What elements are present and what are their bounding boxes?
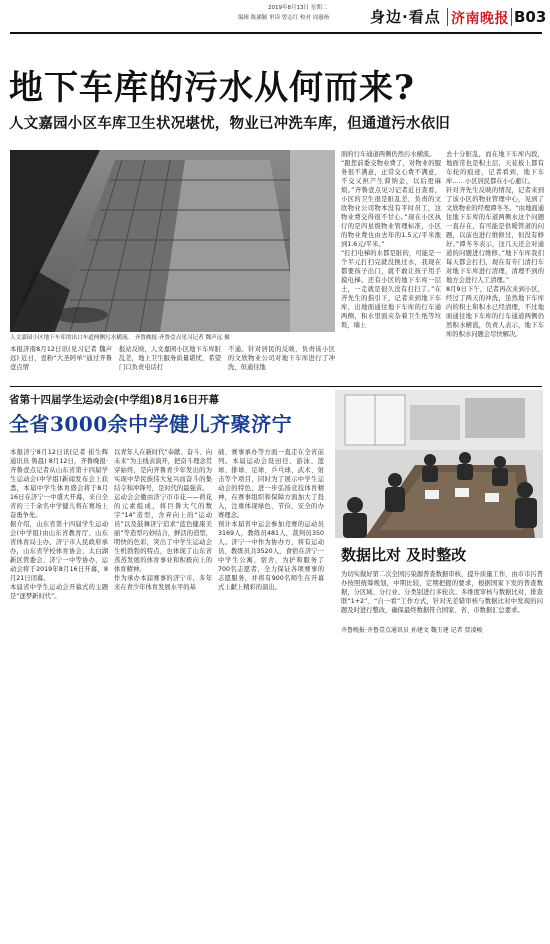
editor-line: 编辑 陈涵颖 审读 曾志红 校对 周惠杨 bbox=[238, 15, 330, 21]
page-number: B03 bbox=[514, 8, 547, 26]
lead-intro-col1: 本报济南8月12日讯(见习记者 魏声远) 近日，壹粉“大圣阿单”通过齐鲁壹点情 bbox=[10, 346, 112, 371]
meeting-photo-image bbox=[335, 390, 543, 538]
games-body-col1: 本报济宁8月12日讯(记者 崔生辉 通讯员 鲁晨) 8月12日，齐鲁晚报·齐鲁壹点记者从山东省第十四届学生运动会(中学组)新闻发布会上获悉，本届中学生体育盛会将于8月16日在济宁一中盛大开幕，来自全省的三千余名中学健儿将在赛场上奋勇争先。 据介绍，山东省第十四届学生运动会(中学组)由山东省教育厅、山东省体育局主办，济宁市人民政府承办，山东省学校体育协会、太白湖新区管委会、济宁一中等协办，运动会将于2019年8月16日开幕，8月21日闭幕。 本届省中学生运动会开幕式的主题是“逐梦新时代”。 bbox=[10, 449, 108, 600]
section-name: 身边·看点 bbox=[370, 8, 441, 26]
games-headline: 全省3000余中学健儿齐聚济宁 bbox=[9, 412, 293, 436]
lead-body-col-b: 去十分脏乱，而在地下车库内段，地面常也是积土层，天花板上都有车轮的痕迹，记者看到，地下车库……小区居民都在小心避让。 针对齐先生反映的情况，记者来到了该小区的物业管理中心，见到了文欣物业的经理谭冬冬。“由地面通往地下车库的车道两侧水这个问题一直存在，有可能是供暖管道的问题，以前也进行维修过，但没有修好。”谭冬冬表示，这几天还会对通道的问题进行维修。”地下车库我们每天都会打扫，现在有专门清扫车对地下车库进行清理，清理不到的地方会进行人工清理。” 8月9日下午，记者再次来到小区，经过了两天的冲洗，虽然地下车库内的积土和积水已经清理，不过地面通往地下车库的行车通道两侧仍然积水横流，负责人表示，地下车库的积水问题会尽快解决。 bbox=[446, 151, 544, 338]
section-rule-1 bbox=[10, 386, 542, 387]
games-kicker: 省第十四届学生运动会(中学组)8月16日开幕 bbox=[9, 394, 220, 406]
games-body-col2: 以青年人在新时代“奉献、奋斗、向未来”为主线表演开，把奋斗理念贯穿始终，是向齐鲁青少年发出的为实现中华民族伟大复兴而奋斗的集结令和冲锋号，是时代的最强音。 运动会会徽由济宁市市花——荷花的元素组成，将巨鲁大气的数字“14”造型，舍弃向上的“运动员”以及鼓舞济宁追求“蓝色健康美丽”等造型巧妙结合，鲜活的造型，明快的色彩，突出了中学生运动会生机勃勃的特点，也体现了山东省蒸蒸发展的体育事业和积极向上的体育精神。 作为承办本届赛事的济宁市，多年来在青少年体育发展水平的基 bbox=[114, 449, 212, 591]
page-divider bbox=[511, 8, 512, 26]
inspection-body: 为切实做好第二次全国污染源普查数据审核，提升质量工作，由市市污普办按照统筹规划，中期比较，定期把握的要求，根据国家下发的普查数据，分区域、分行业、分类别进行多轮次、多维度审核与数据比对，排查联“1+2”、“自一看”工作方式，针对无差错审核与数据比对中发现的问题及时进行整改，确保最终数据符合国家、省、市数据汇总要求。 bbox=[341, 571, 543, 614]
games-body-col3: 础、赛事承办等方面一直走在全省前列。本届运动会设田径、游泳、篮球、排球、足球、乒乓球、武术、射击等个项目，同时为了展示中学生运动会的特色，进一步弘扬竞技体育精神，在赛事组织和保障方面加大了投入，注重体现绿色、节俭、安全的办赛理念。 预计本届省中运会参加竞赛的运动员3169人，教练员481人，裁判员350人。济宁一中作为协办方，将有运动员、教练员共3520人，食宿在济宁一中学生公寓、宿舍，为护和服务了700名志愿者，全力保证各项赛事的志愿服务，并将有900名师生在开幕式上献上精彩的演出。 bbox=[218, 449, 324, 591]
lead-headline: 地下车库的污水从何而来? bbox=[9, 68, 415, 108]
lead-intro-col3: 不通。针对居民的反映，负责该小区的文欣物业公司对地下车库进行了冲洗，但通往地 bbox=[228, 346, 335, 371]
garage-photo-image bbox=[10, 150, 335, 332]
lead-intro-col2: 报站反映，人文嘉园小区地下车库脏乱差，地上卫生服务质量堪忧，希望门口负责电话打 bbox=[119, 346, 221, 371]
section-divider bbox=[447, 8, 448, 26]
newspaper-logo: 济南晚报 bbox=[451, 11, 509, 27]
header-rule bbox=[10, 32, 542, 34]
inspection-headline: 数据比对 及时整改 bbox=[341, 546, 467, 564]
garage-photo bbox=[10, 150, 335, 332]
garage-photo-caption: 人文嘉园小区地下车库的出口车道两侧污水横流。 齐鲁晚报·齐鲁壹点见习记者 魏声远 摄 bbox=[10, 335, 230, 341]
lead-subhead: 人文嘉园小区车库卫生状况堪忧，物业已冲洗车库，但通道污水依旧 bbox=[9, 116, 450, 132]
inspection-credit: 齐鲁晚报·齐鲁壹点通讯员 孙建文 魏玉建 记者 贾凌峻 bbox=[341, 627, 483, 634]
issue-date: 2019年8月13日 星期二 bbox=[268, 5, 328, 11]
meeting-photo bbox=[335, 390, 543, 538]
lead-body-col-a: 面的行车通道两侧仍然污水横流。 “跟您前委交物业费了，对物业的服务很不满意，正常交心费不满意，不交又担产生滞纳金，以后更麻烦。”齐鲁壹点见习记者近日查看，小区的卫生很是脏乱差，负责的文欣物业公司物本没有平时员工，这物业费交得很不甘心。”现在小区执行的是四星级物业管理标准，小区的物业费也由去年的1.5元/平米涨到1.6元/平米。” “打扫电梯的水都是脏的，可能是一个半元打扫完就没换过水，我现在都要孩子出门，就不敢让孩子用手摸电梯。还有小区的地下车库一层土，一走就是很久没有打扫了。”在齐先生的指引下，记者来到地下车库，出地面通往地下车库的行车通两侧，积水里面夹杂着卫生纸等垃圾，墙上 bbox=[341, 151, 441, 329]
